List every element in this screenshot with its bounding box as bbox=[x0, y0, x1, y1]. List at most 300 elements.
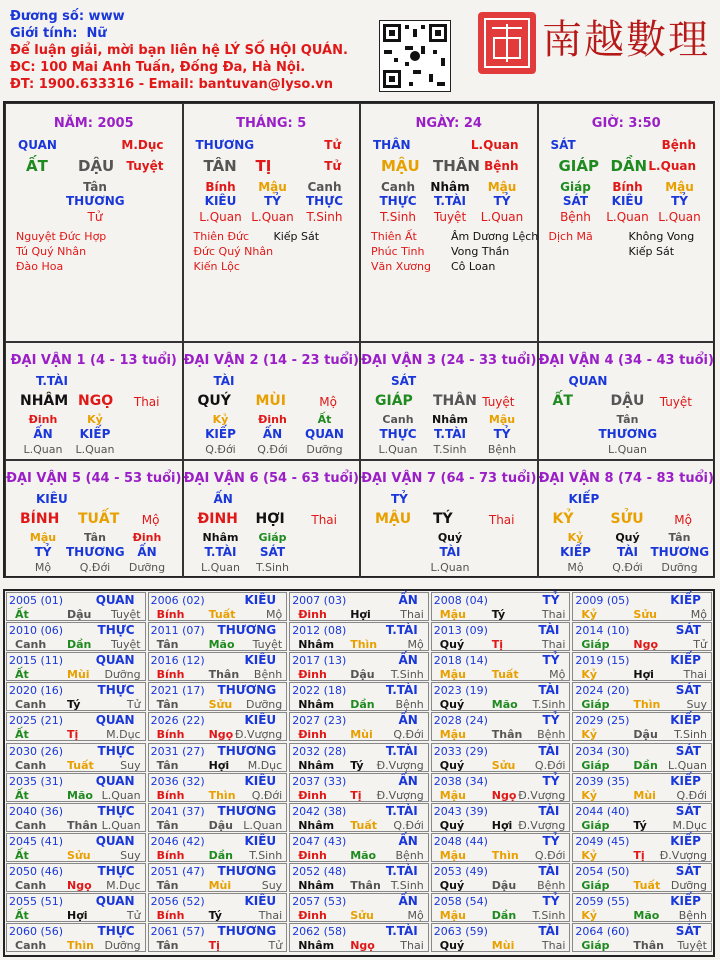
year-can: Giáp bbox=[581, 758, 610, 772]
hidden-star: T.TÀI bbox=[434, 427, 466, 441]
hidden-state: L.Quan bbox=[658, 210, 701, 224]
year-star: ẤN bbox=[398, 653, 418, 668]
year-can: Ất bbox=[15, 788, 29, 802]
hidden-can: Đinh bbox=[132, 531, 162, 544]
year-label: 2011 (07) bbox=[150, 624, 205, 638]
year-star: THƯƠNG bbox=[217, 683, 277, 698]
year-star: QUAN bbox=[95, 773, 135, 788]
hidden-can: Nhâm bbox=[430, 180, 470, 194]
year-cell bbox=[431, 712, 571, 741]
year-star: THƯƠNG bbox=[217, 743, 277, 758]
year-label: 2019 (15) bbox=[575, 654, 630, 668]
year-chi: Tuất bbox=[67, 758, 94, 772]
hidden-can: Giáp bbox=[258, 531, 287, 544]
hidden-state: Mộ bbox=[34, 561, 52, 574]
year-star: KIẾP bbox=[670, 593, 701, 607]
year-state: Q.Đới bbox=[393, 818, 424, 832]
dai-van-8 bbox=[538, 460, 716, 578]
year-chi: Dần bbox=[633, 758, 658, 772]
gender-label: Giới tính: bbox=[10, 26, 78, 41]
year-chi: Dậu bbox=[350, 668, 375, 682]
dai-van-can: ẤT bbox=[552, 393, 573, 409]
dai-van-can: BÍNH bbox=[20, 511, 60, 527]
year-can: Nhâm bbox=[298, 638, 335, 652]
year-state: Tử bbox=[126, 698, 141, 712]
year-chi: Hợi bbox=[491, 818, 513, 832]
pillar-title: NGÀY: 24 bbox=[415, 116, 482, 131]
year-label: 2017 (13) bbox=[292, 654, 347, 668]
special-star-left: Văn Xương bbox=[371, 260, 431, 273]
year-label: 2045 (41) bbox=[9, 834, 64, 848]
hidden-can: Quý bbox=[437, 531, 463, 544]
year-state: Mộ bbox=[407, 909, 424, 922]
special-star-left: Đức Quý Nhân bbox=[193, 245, 274, 258]
hidden-star: KIÊU bbox=[204, 194, 237, 208]
year-state: T.Sinh bbox=[390, 878, 424, 892]
dai-van-state: Thai bbox=[488, 513, 515, 527]
year-cell bbox=[431, 743, 571, 772]
year-chi: Tị bbox=[633, 848, 645, 862]
dai-van-state: Tuyệt bbox=[659, 395, 692, 409]
pillar-main-state: Bệnh bbox=[661, 138, 696, 152]
year-cell bbox=[572, 863, 712, 892]
year-cell bbox=[431, 592, 571, 621]
dai-van-title: ĐẠI VẬN 8 (74 - 83 tuổi) bbox=[538, 471, 714, 486]
year-can: Canh bbox=[15, 638, 47, 652]
pillar-chi-state: Bệnh bbox=[484, 159, 519, 173]
year-star: THỰC bbox=[97, 743, 135, 758]
year-state: Bệnh bbox=[678, 909, 707, 922]
year-can: Bính bbox=[156, 608, 185, 621]
year-state: T.Sinh bbox=[532, 698, 566, 712]
year-state: Suy bbox=[261, 878, 283, 892]
year-state: M.Dục bbox=[247, 758, 283, 772]
hidden-state: Mộ bbox=[567, 561, 584, 574]
hidden-can: Kỷ bbox=[212, 413, 229, 426]
dai-van-state: Tuyệt bbox=[482, 395, 515, 409]
year-state: Q.Đới bbox=[393, 728, 424, 742]
phone-email-line: ĐT: 1900.633316 - Email: bantuvan@lyso.vn bbox=[10, 77, 334, 92]
pillar-chi: DẦN bbox=[610, 157, 648, 175]
hidden-state: Tuyệt bbox=[433, 210, 467, 224]
hidden-state: L.Quan bbox=[199, 210, 242, 224]
year-chi: Tị bbox=[67, 728, 79, 742]
year-chi: Thìn bbox=[633, 698, 661, 712]
year-chi: Thân bbox=[208, 668, 240, 682]
year-state: Mộ bbox=[407, 638, 424, 652]
year-label: 2033 (29) bbox=[433, 744, 488, 758]
hidden-state: Bệnh bbox=[487, 443, 517, 456]
year-cell bbox=[148, 893, 288, 922]
year-star: KIÊU bbox=[244, 894, 277, 908]
year-can: Tân bbox=[156, 698, 179, 712]
year-state: Thai bbox=[400, 608, 424, 621]
hidden-star: TỶ bbox=[493, 427, 511, 441]
year-star: TỶ bbox=[542, 593, 560, 607]
year-chi: Tuất bbox=[633, 878, 661, 892]
dai-van-state: Thai bbox=[311, 513, 337, 527]
year-state: Dưỡng bbox=[246, 698, 283, 712]
dai-van-state: Thai bbox=[133, 395, 160, 409]
year-state: Đ.Vượng bbox=[376, 788, 424, 802]
year-state: Mộ bbox=[690, 608, 707, 621]
hidden-state: L.Quan bbox=[23, 443, 63, 456]
hidden-can: Nhâm bbox=[202, 531, 239, 544]
dai-van-chi: TUẤT bbox=[78, 511, 120, 527]
year-star: THƯƠNG bbox=[217, 623, 277, 638]
year-state: T.Sinh bbox=[674, 728, 707, 742]
hidden-star: THỰC bbox=[379, 194, 417, 208]
year-state: Tuyệt bbox=[252, 638, 283, 652]
year-label: 2048 (44) bbox=[433, 834, 488, 848]
year-chi: Tuất bbox=[491, 668, 519, 682]
year-chi: Dần bbox=[350, 698, 375, 712]
year-star: T.TÀI bbox=[385, 803, 418, 818]
year-can: Đinh bbox=[298, 788, 327, 802]
year-cell bbox=[6, 923, 146, 952]
year-star: ẤN bbox=[398, 894, 418, 908]
pillar-chi: THÂN bbox=[433, 157, 480, 175]
pillar-chi-state: L.Quan bbox=[648, 159, 696, 173]
hidden-can: Canh bbox=[307, 180, 342, 194]
hidden-state: Bệnh bbox=[560, 210, 591, 224]
hidden-can: Ất bbox=[317, 413, 332, 426]
year-chi: Ngọ bbox=[67, 878, 92, 892]
hidden-can: Canh bbox=[382, 413, 414, 426]
year-can: Quý bbox=[439, 638, 465, 652]
year-cell bbox=[148, 652, 288, 681]
year-state: Bệnh bbox=[537, 878, 566, 892]
hidden-state: Tử bbox=[87, 210, 103, 224]
year-state: Dưỡng bbox=[104, 939, 141, 953]
year-chi: Dần bbox=[208, 848, 233, 862]
year-cell bbox=[572, 773, 712, 802]
year-state: Tử bbox=[126, 909, 141, 922]
year-state: Suy bbox=[120, 848, 141, 862]
dai-van-2 bbox=[183, 342, 361, 460]
hidden-star: KIẾP bbox=[79, 427, 111, 441]
year-can: Kỷ bbox=[581, 788, 598, 802]
hidden-star: THƯƠNG bbox=[66, 194, 125, 208]
year-label: 2039 (35) bbox=[575, 774, 630, 788]
hidden-star: TÀI bbox=[616, 545, 638, 559]
year-state: Bệnh bbox=[253, 668, 283, 682]
year-cell bbox=[289, 893, 429, 922]
year-chi: Mão bbox=[633, 909, 660, 922]
year-star: THỰC bbox=[97, 683, 135, 698]
year-state: Bệnh bbox=[537, 728, 566, 742]
hidden-state: Q.Đới bbox=[205, 443, 236, 456]
year-chi: Mão bbox=[208, 638, 235, 652]
hidden-state: Q.Đới bbox=[612, 561, 643, 574]
year-label: 2061 (57) bbox=[150, 925, 205, 939]
pillar-chi-state: Tuyệt bbox=[126, 159, 164, 173]
hidden-star: KIÊU bbox=[611, 194, 644, 208]
pillar-main-star: QUAN bbox=[18, 138, 57, 152]
year-label: 2051 (47) bbox=[150, 864, 205, 878]
pillar-main-state: Tử bbox=[324, 138, 341, 152]
year-state: Suy bbox=[120, 758, 141, 772]
year-can: Kỷ bbox=[581, 909, 598, 922]
year-label: 2035 (31) bbox=[9, 774, 64, 788]
year-chi: Mão bbox=[67, 788, 93, 802]
special-star-left: Tú Quý Nhân bbox=[16, 245, 87, 258]
hidden-can: Quý bbox=[615, 531, 640, 544]
year-label: 2034 (30) bbox=[575, 744, 630, 758]
year-can: Tân bbox=[156, 638, 179, 652]
year-chi: Thìn bbox=[67, 939, 94, 953]
special-star-right: Không Vong bbox=[628, 230, 695, 243]
dai-van-chi: THÂN bbox=[433, 393, 477, 409]
year-can: Giáp bbox=[581, 818, 610, 832]
year-star: KIẾP bbox=[670, 713, 701, 728]
dai-van-title: ĐẠI VẬN 7 (64 - 73 tuổi) bbox=[361, 471, 537, 486]
year-can: Mậu bbox=[439, 608, 466, 621]
year-star: TÀI bbox=[538, 803, 560, 818]
owner-line: Đương số: www bbox=[10, 9, 125, 24]
year-can: Canh bbox=[15, 818, 47, 832]
year-can: Mậu bbox=[439, 909, 466, 922]
year-star: THƯƠNG bbox=[217, 803, 277, 818]
year-label: 2014 (10) bbox=[575, 624, 630, 638]
year-label: 2007 (03) bbox=[292, 594, 347, 607]
year-chi: Mùi bbox=[208, 878, 232, 892]
year-cell bbox=[6, 803, 146, 832]
year-cell bbox=[289, 592, 429, 621]
year-label: 2027 (23) bbox=[292, 714, 347, 728]
dai-van-title: ĐẠI VẬN 4 (34 - 43 tuổi) bbox=[538, 353, 714, 368]
year-can: Ất bbox=[15, 608, 29, 621]
year-cell bbox=[6, 622, 146, 651]
year-can: Ất bbox=[15, 848, 29, 862]
year-can: Nhâm bbox=[298, 758, 335, 772]
year-label: 2030 (26) bbox=[9, 744, 64, 758]
year-cell bbox=[148, 923, 288, 952]
year-state: Tử bbox=[268, 939, 283, 953]
year-cell bbox=[572, 923, 712, 952]
year-state: Đ.Vượng bbox=[234, 728, 283, 742]
year-label: 2023 (19) bbox=[433, 684, 488, 698]
dai-van-chi: NGỌ bbox=[78, 393, 114, 409]
hidden-can: Mậu bbox=[258, 180, 287, 194]
year-label: 2047 (43) bbox=[292, 834, 347, 848]
year-chi: Mùi bbox=[491, 939, 515, 953]
year-star: THƯƠNG bbox=[217, 924, 277, 939]
hidden-can: Kỷ bbox=[567, 531, 584, 544]
year-state: Tuyệt bbox=[110, 608, 141, 621]
hidden-star: TÀI bbox=[439, 545, 461, 559]
year-can: Đinh bbox=[298, 728, 327, 742]
year-chi: Tuất bbox=[350, 818, 377, 832]
year-can: Nhâm bbox=[298, 939, 335, 953]
hidden-can: Canh bbox=[381, 180, 415, 194]
year-state: Đ.Vượng bbox=[376, 758, 424, 772]
hidden-star: ẤN bbox=[262, 427, 283, 441]
year-state: Tuyệt bbox=[110, 638, 141, 652]
year-star: KIÊU bbox=[244, 833, 277, 848]
year-label: 2049 (45) bbox=[575, 834, 630, 848]
year-can: Canh bbox=[15, 758, 47, 772]
special-star-left: Thiên Đức bbox=[193, 230, 250, 243]
year-star: KIÊU bbox=[244, 653, 277, 668]
hidden-star: THƯƠNG bbox=[650, 545, 710, 559]
pillar-main-state: M.Dục bbox=[121, 138, 164, 152]
year-cell bbox=[289, 833, 429, 862]
year-star: TỶ bbox=[542, 833, 560, 848]
pillar-can: MẬU bbox=[381, 157, 420, 175]
year-state: T.Sinh bbox=[390, 668, 424, 682]
pillar-title: NĂM: 2005 bbox=[53, 116, 134, 131]
year-label: 2059 (55) bbox=[575, 895, 630, 908]
dai-van-star: SÁT bbox=[391, 374, 417, 388]
year-cell bbox=[572, 652, 712, 681]
hidden-star: TỶ bbox=[671, 194, 688, 208]
year-can: Ất bbox=[15, 728, 29, 742]
special-star-right: Vong Thần bbox=[451, 245, 510, 258]
hidden-state: T.Sinh bbox=[380, 210, 416, 224]
year-chi: Hợi bbox=[633, 668, 654, 682]
year-label: 2053 (49) bbox=[433, 864, 488, 878]
hidden-state: Dưỡng bbox=[661, 561, 698, 574]
year-star: SÁT bbox=[675, 743, 701, 758]
hidden-state: L.Quan bbox=[606, 210, 649, 224]
seal-stamp-icon bbox=[478, 12, 536, 74]
year-chi: Mão bbox=[491, 698, 518, 712]
year-state: Q.Đới bbox=[251, 788, 283, 802]
year-can: Tân bbox=[156, 758, 179, 772]
year-can: Quý bbox=[439, 939, 465, 953]
year-chi: Dậu bbox=[491, 878, 517, 892]
pillar-3 bbox=[538, 103, 716, 342]
year-chi: Dậu bbox=[67, 608, 92, 621]
hidden-star: ẤN bbox=[33, 427, 53, 441]
year-cell bbox=[148, 592, 288, 621]
special-star-right: Âm Dương Lệch bbox=[451, 230, 539, 243]
year-label: 2012 (08) bbox=[292, 624, 347, 638]
dai-van-star: QUAN bbox=[568, 374, 608, 388]
year-chi: Tý bbox=[633, 818, 647, 832]
year-label: 2026 (22) bbox=[150, 714, 205, 728]
hidden-star: TỶ bbox=[264, 194, 281, 208]
year-state: L.Quan bbox=[668, 758, 707, 772]
year-label: 2041 (37) bbox=[150, 804, 205, 818]
hidden-star: SÁT bbox=[562, 194, 589, 208]
year-can: Quý bbox=[439, 878, 465, 892]
year-can: Giáp bbox=[581, 878, 610, 892]
year-chi: Sửu bbox=[208, 698, 233, 712]
dai-van-state: Mộ bbox=[674, 513, 692, 527]
year-star: TÀI bbox=[538, 924, 560, 939]
year-cell bbox=[431, 803, 571, 832]
year-cell bbox=[6, 743, 146, 772]
year-star: ẤN bbox=[398, 593, 418, 607]
year-chi: Tý bbox=[208, 909, 222, 922]
year-can: Ất bbox=[15, 909, 29, 922]
year-cell bbox=[148, 682, 288, 711]
year-cell bbox=[572, 893, 712, 922]
hidden-can: Nhâm bbox=[432, 413, 468, 426]
dai-van-title: ĐẠI VẬN 1 (4 - 13 tuổi) bbox=[10, 353, 177, 368]
year-can: Mậu bbox=[439, 788, 466, 802]
year-star: TỶ bbox=[542, 653, 560, 668]
pillar-1 bbox=[183, 103, 361, 342]
pillar-chi-state: Tử bbox=[324, 159, 341, 173]
year-can: Bính bbox=[156, 728, 185, 742]
year-cell bbox=[289, 712, 429, 741]
year-can: Kỷ bbox=[581, 608, 598, 621]
year-can: Mậu bbox=[439, 848, 466, 862]
year-cell bbox=[289, 622, 429, 651]
year-star: T.TÀI bbox=[385, 863, 418, 878]
year-label: 2021 (17) bbox=[150, 684, 205, 698]
hidden-can: Bính bbox=[205, 180, 236, 194]
year-cell bbox=[572, 592, 712, 621]
year-star: ẤN bbox=[398, 833, 418, 848]
year-state: Suy bbox=[686, 698, 707, 712]
qr-code-icon bbox=[379, 20, 451, 92]
year-star: THỰC bbox=[97, 623, 135, 638]
year-star: QUAN bbox=[95, 653, 135, 668]
year-state: L.Quan bbox=[243, 818, 283, 832]
hidden-state: T.Sinh bbox=[306, 210, 343, 224]
year-chi: Mùi bbox=[350, 728, 373, 742]
year-chi: Dậu bbox=[208, 818, 233, 832]
year-chi: Thìn bbox=[350, 638, 378, 652]
hidden-state: L.Quan bbox=[251, 210, 294, 224]
year-chi: Mùi bbox=[67, 668, 90, 682]
year-state: Tử bbox=[693, 638, 707, 652]
year-star: ẤN bbox=[398, 773, 418, 788]
hidden-state: Dưỡng bbox=[128, 561, 166, 574]
year-can: Đinh bbox=[298, 848, 327, 862]
year-can: Nhâm bbox=[298, 878, 335, 892]
gender-value: Nữ bbox=[86, 26, 107, 41]
pillar-can: ẤT bbox=[26, 157, 48, 175]
dai-van-4 bbox=[538, 342, 716, 460]
year-star: KIẾP bbox=[670, 833, 701, 848]
year-cell bbox=[572, 712, 712, 741]
pillar-title: THÁNG: 5 bbox=[236, 116, 307, 131]
year-label: 2025 (21) bbox=[9, 714, 64, 728]
header-info bbox=[10, 8, 380, 93]
year-can: Kỷ bbox=[581, 668, 598, 682]
year-cell bbox=[148, 622, 288, 651]
year-cell bbox=[289, 923, 429, 952]
year-cell bbox=[431, 773, 571, 802]
year-chi: Sửu bbox=[633, 608, 657, 621]
year-chi: Mùi bbox=[633, 788, 656, 802]
hidden-star: ẤN bbox=[137, 545, 157, 559]
year-state: Mộ bbox=[265, 608, 283, 621]
year-label: 2046 (42) bbox=[150, 834, 205, 848]
special-star-left: Thiên Ất bbox=[371, 230, 417, 243]
year-state: Bệnh bbox=[395, 698, 424, 712]
year-chi: Hợi bbox=[350, 608, 371, 621]
year-state: Dưỡng bbox=[670, 878, 707, 892]
hidden-can: Tân bbox=[616, 413, 639, 426]
year-chi: Hợi bbox=[67, 909, 88, 922]
hidden-state: L.Quan bbox=[608, 443, 647, 456]
dai-van-can: KỶ bbox=[552, 511, 574, 527]
special-star-right: Cô Loan bbox=[451, 260, 496, 273]
year-star: TÀI bbox=[538, 743, 560, 758]
dai-van-6 bbox=[183, 460, 361, 578]
pillar-main-state: L.Quan bbox=[470, 138, 519, 152]
year-label: 2043 (39) bbox=[433, 804, 488, 818]
dai-van-star: KIÊU bbox=[36, 492, 68, 506]
year-can: Canh bbox=[15, 878, 47, 892]
year-label: 2031 (27) bbox=[150, 744, 205, 758]
